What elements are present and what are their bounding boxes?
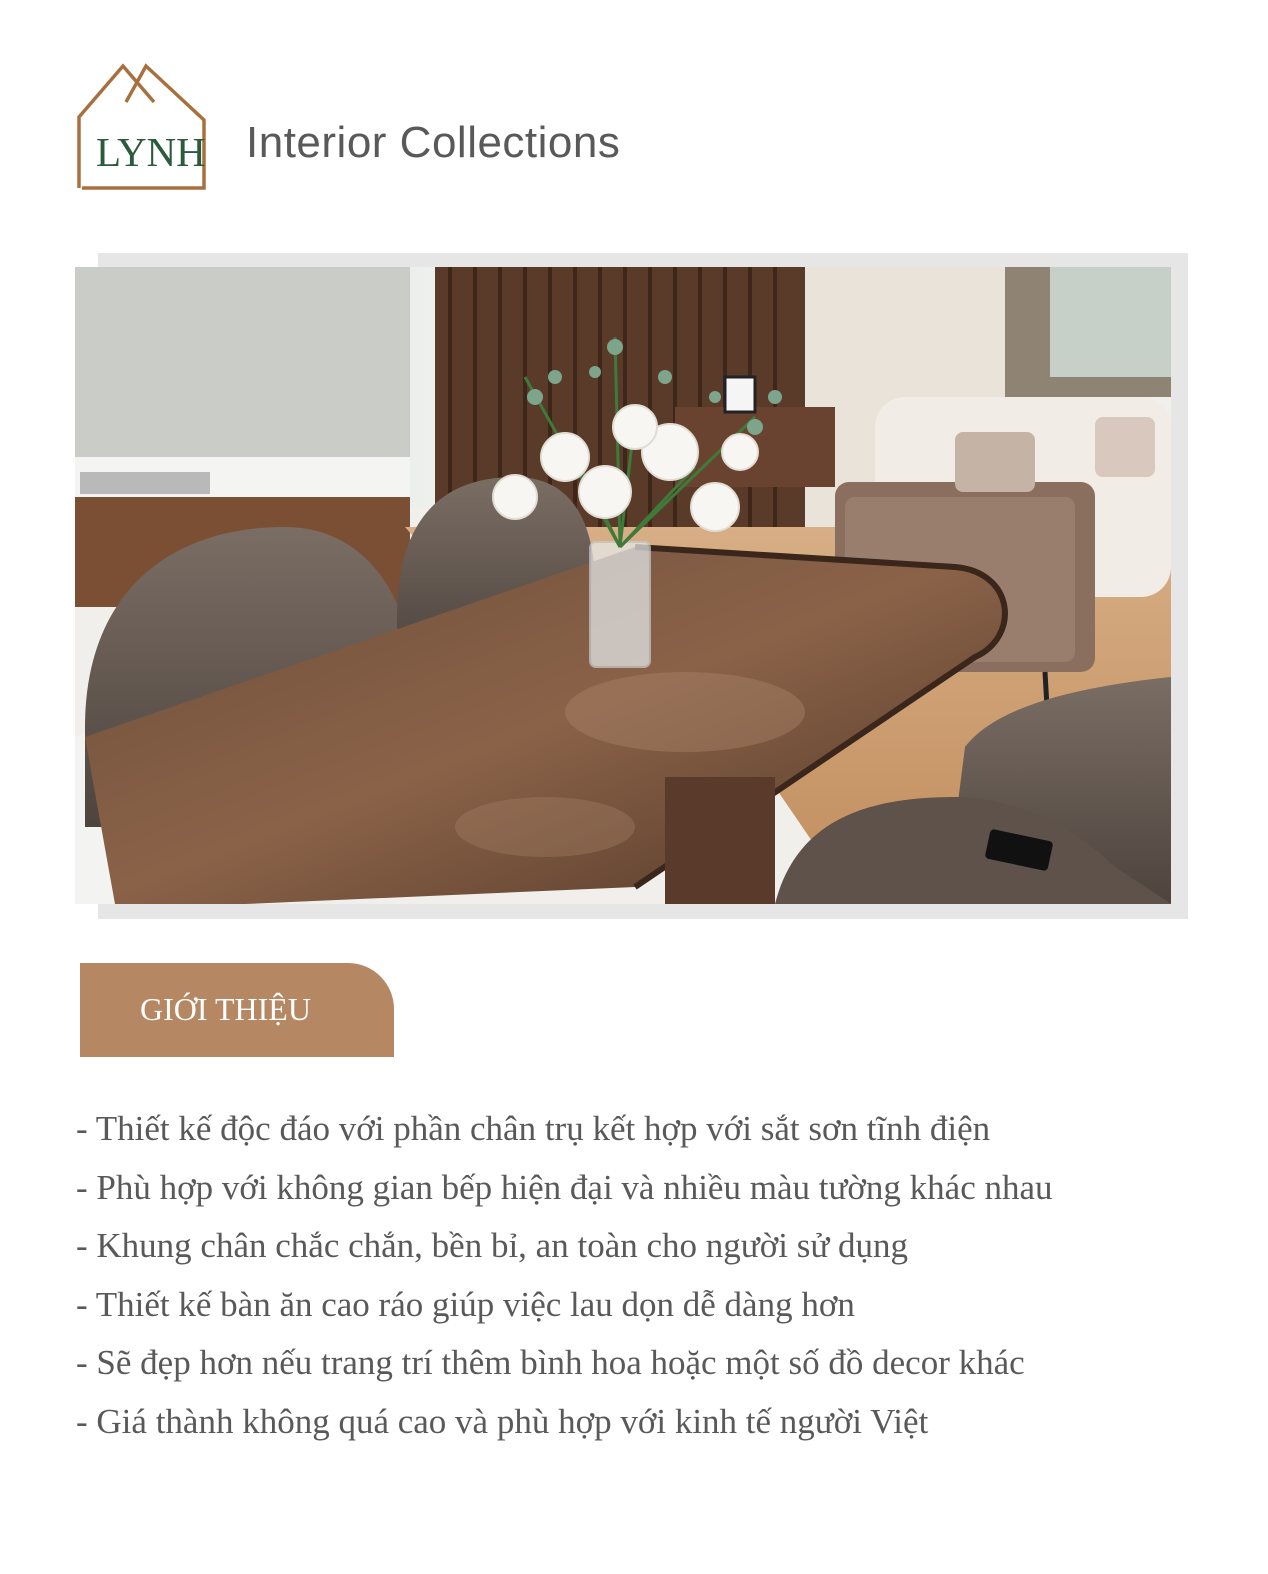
feature-item: - Phù hợp với không gian bếp hiện đại và nhiều màu tường khác nhau — [76, 1167, 1053, 1207]
feature-item: - Thiết kế độc đáo với phần chân trụ kết hợp với sắt sơn tĩnh điện — [76, 1109, 991, 1148]
feature-item: - Giá thành không quá cao và phù hợp với kinh tế người Việt — [76, 1401, 929, 1441]
section-heading-tab — [80, 963, 394, 1057]
feature-list — [76, 1100, 1053, 1451]
product-photo — [75, 267, 1171, 904]
feature-item: - Sẽ đẹp hơn nếu trang trí thêm bình hoa hoặc một số đồ decor khác — [76, 1343, 1025, 1382]
feature-item: - Thiết kế bàn ăn cao ráo giúp việc lau dọn dễ dàng hơn — [76, 1284, 855, 1324]
brand-name: Interior Collections — [246, 118, 621, 167]
brand-logo — [76, 62, 226, 192]
dining-table-illustration — [75, 267, 1171, 904]
logo-text: LYNH — [96, 129, 206, 175]
feature-item: - Khung chân chắc chắn, bền bỉ, an toàn cho người sử dụng — [76, 1226, 909, 1265]
section-heading: GIỚI THIỆU — [140, 991, 311, 1027]
